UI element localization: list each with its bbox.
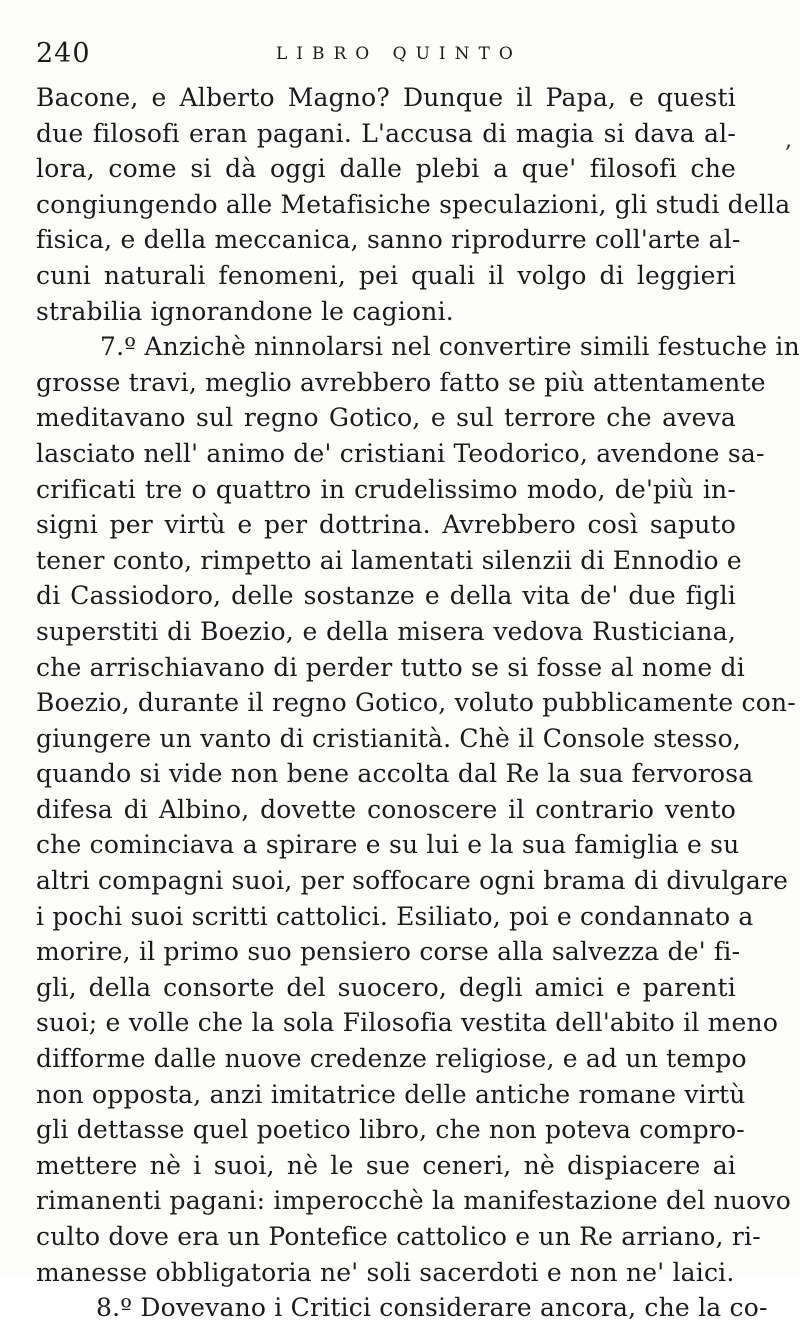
page-header: [36, 38, 736, 78]
text-line: congiungendo alle Metafisiche speculazioni, gli studi della: [36, 189, 791, 219]
text-line: morire, il primo suo pensiero corse alla salvezza de' fi-: [36, 937, 741, 967]
text-line: crificati tre o quattro in crudelissimo modo, de'più in-: [36, 474, 736, 504]
text-line: di Cassiodoro, delle sostanze e della vita de' due figli: [36, 581, 736, 611]
text-line: fisica, e della meccanica, sanno riprodurre coll'arte al-: [36, 225, 741, 255]
body-text: [36, 80, 800, 1326]
text-line: grosse travi, meglio avrebbero fatto se più attentamente: [36, 367, 766, 397]
text-line: altri compagni suoi, per soffocare ogni brama di divulgare: [36, 866, 789, 896]
text-line: lasciato nell' animo de' cristiani Teodorico, avendone sa-: [36, 438, 765, 468]
text-line: difforme dalle nuove credenze religiose, e ad un tempo: [36, 1044, 747, 1074]
text-line: che cominciava a spirare e su lui e la sua famiglia e su: [36, 830, 740, 860]
text-line: i pochi suoi scritti cattolici. Esiliato, poi e condannato a: [36, 901, 754, 931]
text-line: cuni naturali fenomeni, pei quali il volgo di leggieri: [36, 260, 736, 290]
running-title: LIBRO QUINTO: [276, 44, 522, 64]
margin-mark: ,: [785, 128, 792, 153]
text-line: Boezio, durante il regno Gotico, voluto pubblicamente con-: [36, 688, 796, 718]
text-line: che arrischiavano di perder tutto se si fosse al nome di: [36, 652, 745, 682]
text-line: superstiti di Boezio, e della misera vedova Rusticiana,: [36, 616, 736, 646]
text-line: culto dove era un Pontefice cattolico e un Re arriano, ri-: [36, 1222, 761, 1251]
text-line: manesse obbligatoria ne' soli sacerdoti e non ne' laici.: [36, 1257, 735, 1287]
text-line: signi per virtù e per dottrina. Avrebbero così saputo: [36, 510, 736, 540]
text-line: mettere nè i suoi, nè le sue ceneri, nè dispiacere ai: [36, 1150, 736, 1180]
text-line: meditavano sul regno Gotico, e sul terrore che aveva: [36, 403, 736, 433]
page-number: 240: [36, 38, 91, 69]
text-line: lora, come si dà oggi dalle plebi a que' filosofi che: [36, 154, 736, 184]
text-line: non opposta, anzi imitatrice delle antiche romane virtù: [36, 1079, 746, 1109]
text-line: gli dettasse quel poetico libro, che non poteva compro-: [36, 1115, 745, 1145]
text-line: gli, della consorte del suocero, degli amici e parenti: [36, 972, 736, 1002]
paragraph-start-line: 7.º Anzichè ninnolarsi nel convertire simili festuche in: [100, 332, 800, 362]
text-line: strabilia ignorandone le cagioni.: [36, 296, 454, 326]
text-line: due filosofi eran pagani. L'accusa di magia si dava al-: [36, 118, 736, 148]
text-line: rimanenti pagani: imperocchè la manifestazione del nuovo: [36, 1186, 791, 1216]
text-line: quando si vide non bene accolta dal Re la sua fervorosa: [36, 759, 754, 789]
text-line: suoi; e volle che la sola Filosofia vestita dell'abito il meno: [36, 1008, 779, 1038]
text-line: Bacone, e Alberto Magno? Dunque il Papa, e questi: [36, 83, 736, 112]
text-line: difesa di Albino, dovette conoscere il contrario vento: [36, 794, 736, 824]
paragraph-start-line: 8.º Dovevano i Critici considerare ancora, che la co-: [96, 1293, 768, 1323]
text-line: tener conto, rimpetto ai lamentati silenzii di Ennodio e: [36, 545, 742, 575]
text-line: giungere un vanto di cristianità. Chè il Console stesso,: [36, 723, 741, 753]
